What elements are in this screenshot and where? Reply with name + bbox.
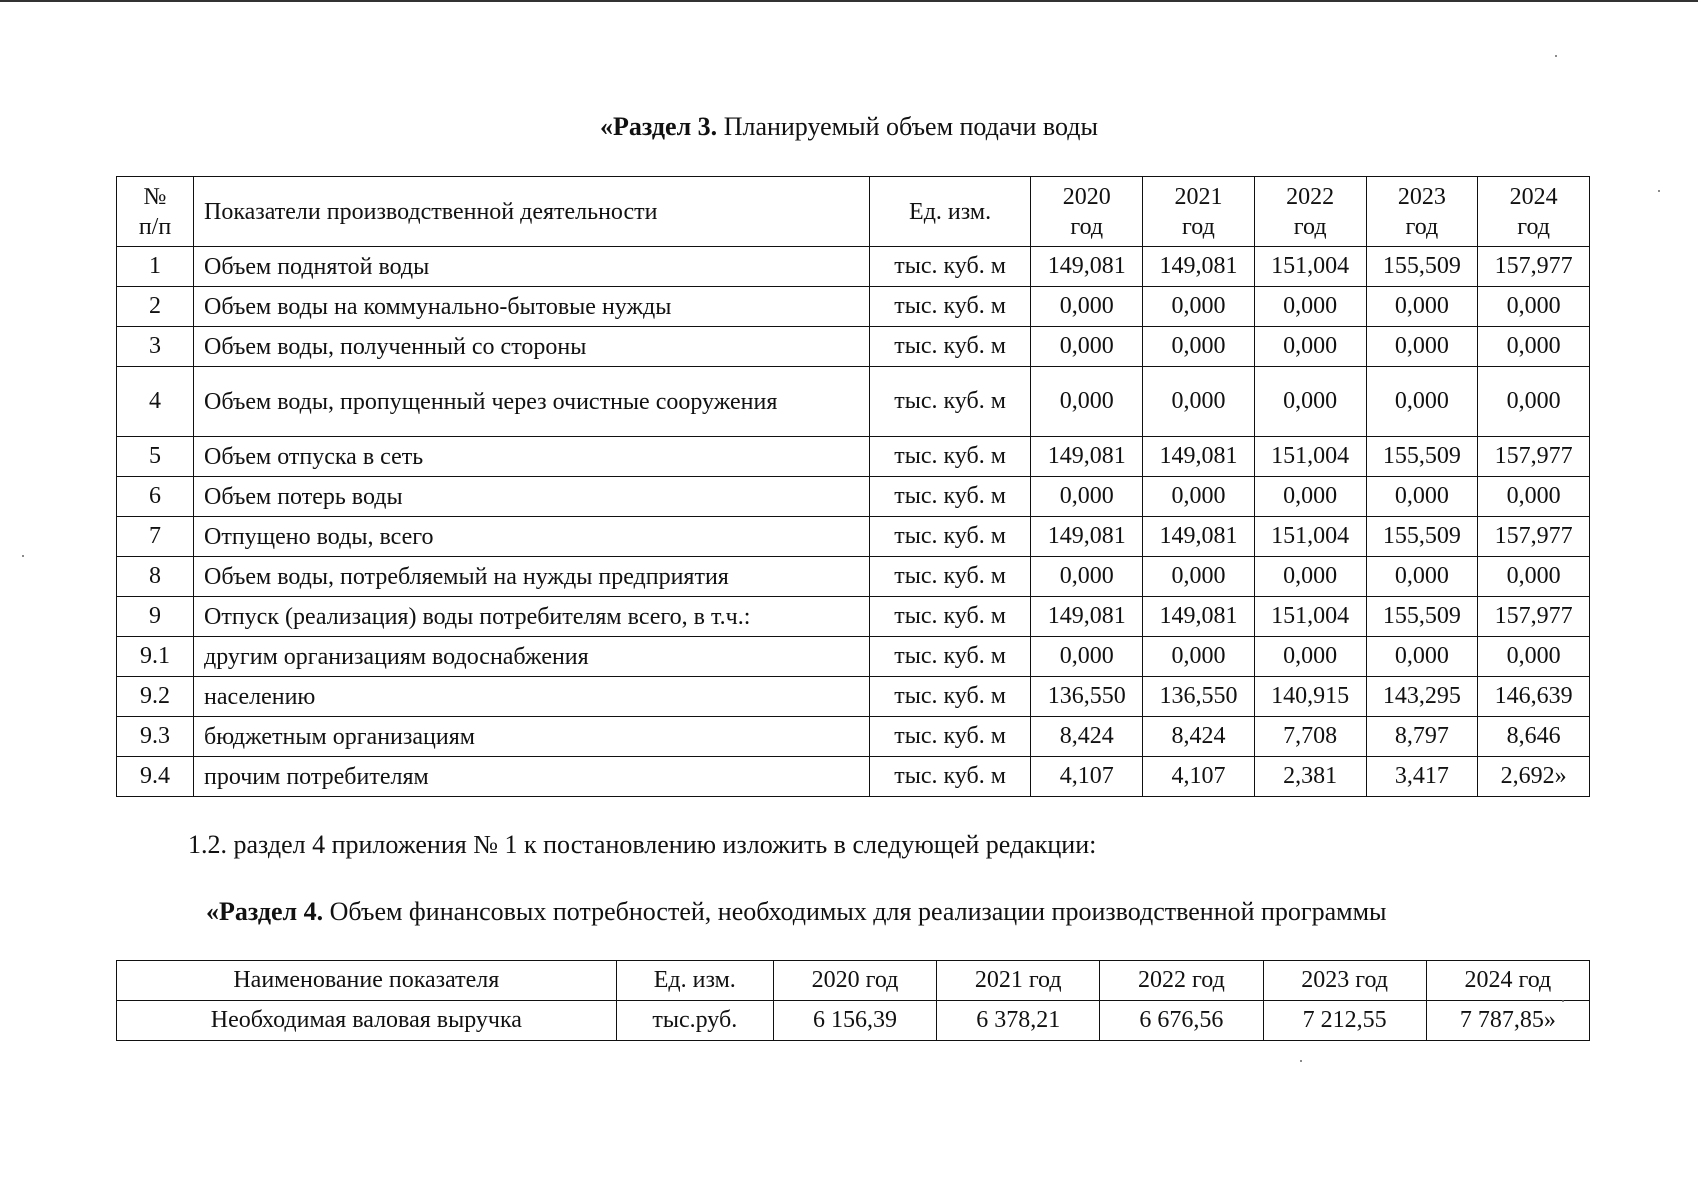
cell-value: 0,000 bbox=[1031, 287, 1143, 327]
header-year-2022 bbox=[1254, 177, 1366, 247]
cell-value: 146,639 bbox=[1478, 677, 1590, 717]
cell-name: Объем воды на коммунально-бытовые нужды bbox=[194, 287, 870, 327]
cell-value: 0,000 bbox=[1254, 367, 1366, 437]
cell-value: 4,107 bbox=[1143, 757, 1255, 797]
cell-num: 3 bbox=[117, 327, 194, 367]
cell-value: 0,000 bbox=[1031, 367, 1143, 437]
cell-value: 155,509 bbox=[1366, 597, 1478, 637]
table-body bbox=[117, 247, 1590, 797]
cell-name: Отпущено воды, всего bbox=[194, 517, 870, 557]
cell-value: 157,977 bbox=[1478, 247, 1590, 287]
cell-name: прочим потребителям bbox=[194, 757, 870, 797]
table-row bbox=[117, 717, 1590, 757]
table-row bbox=[117, 637, 1590, 677]
cell-value: 155,509 bbox=[1366, 247, 1478, 287]
header-unit: Ед. изм. bbox=[616, 961, 773, 1001]
cell-value: 151,004 bbox=[1254, 247, 1366, 287]
cell-value: 6 156,39 bbox=[773, 1001, 936, 1041]
cell-value: 143,295 bbox=[1366, 677, 1478, 717]
cell-value: 0,000 bbox=[1366, 287, 1478, 327]
header-year-2024 bbox=[1478, 177, 1590, 247]
cell-value: 149,081 bbox=[1031, 437, 1143, 477]
cell-name: другим организациям водоснабжения bbox=[194, 637, 870, 677]
section-3-title-text: Планируемый объем подачи воды bbox=[717, 112, 1098, 141]
cell-value: 157,977 bbox=[1478, 517, 1590, 557]
table-row bbox=[117, 247, 1590, 287]
cell-value: 4,107 bbox=[1031, 757, 1143, 797]
cell-name: Объем отпуска в сеть bbox=[194, 437, 870, 477]
cell-unit: тыс. куб. м bbox=[869, 437, 1031, 477]
cell-name: Отпуск (реализация) воды потребителям всего, в т.ч.: bbox=[194, 597, 870, 637]
cell-value: 157,977 bbox=[1478, 437, 1590, 477]
cell-unit: тыс. куб. м bbox=[869, 287, 1031, 327]
cell-value: 0,000 bbox=[1143, 367, 1255, 437]
cell-value: 149,081 bbox=[1143, 517, 1255, 557]
cell-value: 155,509 bbox=[1366, 437, 1478, 477]
scan-speck bbox=[1300, 1060, 1302, 1062]
table-row bbox=[117, 367, 1590, 437]
cell-value: 8,424 bbox=[1143, 717, 1255, 757]
top-border-line bbox=[0, 0, 1698, 4]
cell-value: 151,004 bbox=[1254, 517, 1366, 557]
cell-value: 0,000 bbox=[1254, 637, 1366, 677]
table-row bbox=[117, 517, 1590, 557]
cell-num: 8 bbox=[117, 557, 194, 597]
section-3-title-bold: «Раздел 3. bbox=[600, 112, 718, 141]
cell-value: 149,081 bbox=[1031, 597, 1143, 637]
cell-num: 2 bbox=[117, 287, 194, 327]
cell-value: 3,417 bbox=[1366, 757, 1478, 797]
cell-value: 0,000 bbox=[1478, 557, 1590, 597]
cell-value: 8,424 bbox=[1031, 717, 1143, 757]
cell-value: 0,000 bbox=[1478, 637, 1590, 677]
cell-value: 6 676,56 bbox=[1100, 1001, 1263, 1041]
table-header-row bbox=[117, 961, 1590, 1001]
header-num-label: № п/п bbox=[138, 183, 172, 240]
cell-unit: тыс.руб. bbox=[616, 1001, 773, 1041]
section-3-title bbox=[0, 112, 1698, 142]
header-year-2021 bbox=[1143, 177, 1255, 247]
header-year-label: 2022 год bbox=[1286, 183, 1335, 240]
cell-num: 9.3 bbox=[117, 717, 194, 757]
cell-unit: тыс. куб. м bbox=[869, 247, 1031, 287]
cell-value: 0,000 bbox=[1366, 477, 1478, 517]
table-row bbox=[117, 757, 1590, 797]
cell-num: 9.4 bbox=[117, 757, 194, 797]
cell-value: 0,000 bbox=[1478, 327, 1590, 367]
cell-value: 0,000 bbox=[1254, 557, 1366, 597]
table-header-row bbox=[117, 177, 1590, 247]
cell-value: 149,081 bbox=[1031, 247, 1143, 287]
cell-unit: тыс. куб. м bbox=[869, 677, 1031, 717]
cell-num: 1 bbox=[117, 247, 194, 287]
cell-value: 8,797 bbox=[1366, 717, 1478, 757]
cell-value: 0,000 bbox=[1031, 477, 1143, 517]
cell-name: бюджетным организациям bbox=[194, 717, 870, 757]
cell-unit: тыс. куб. м bbox=[869, 367, 1031, 437]
cell-unit: тыс. куб. м bbox=[869, 717, 1031, 757]
cell-value: 0,000 bbox=[1031, 637, 1143, 677]
scan-speck bbox=[1658, 190, 1660, 192]
cell-value: 2,692» bbox=[1478, 757, 1590, 797]
header-year-2024: 2024 год bbox=[1426, 961, 1589, 1001]
cell-name: Объем воды, пропущенный через очистные сооружения bbox=[194, 367, 870, 437]
header-year-2021: 2021 год bbox=[937, 961, 1100, 1001]
section-4-title-bold: «Раздел 4. bbox=[206, 897, 324, 926]
amendment-paragraph: 1.2. раздел 4 приложения № 1 к постановлению изложить в следующей редакции: bbox=[188, 830, 1097, 859]
header-name: Показатели производственной деятельности bbox=[194, 177, 870, 247]
cell-value: 0,000 bbox=[1031, 327, 1143, 367]
cell-value: 0,000 bbox=[1254, 477, 1366, 517]
cell-name: населению bbox=[194, 677, 870, 717]
cell-value: 0,000 bbox=[1143, 557, 1255, 597]
header-year-2023: 2023 год bbox=[1263, 961, 1426, 1001]
header-year-2023 bbox=[1366, 177, 1478, 247]
table-row bbox=[117, 677, 1590, 717]
financial-needs-table bbox=[116, 960, 1590, 1041]
cell-value: 157,977 bbox=[1478, 597, 1590, 637]
table-row bbox=[117, 477, 1590, 517]
table-row bbox=[117, 437, 1590, 477]
header-year-label: 2021 год bbox=[1174, 183, 1223, 240]
cell-name: Объем воды, потребляемый на нужды предприятия bbox=[194, 557, 870, 597]
cell-value: 155,509 bbox=[1366, 517, 1478, 557]
cell-value: 0,000 bbox=[1254, 327, 1366, 367]
cell-value: 6 378,21 bbox=[937, 1001, 1100, 1041]
water-supply-table bbox=[116, 176, 1590, 797]
section-4-title-text: Объем финансовых потребностей, необходимых для реализации производственной программы bbox=[323, 897, 1387, 926]
cell-name: Объем воды, полученный со стороны bbox=[194, 327, 870, 367]
cell-value: 0,000 bbox=[1366, 367, 1478, 437]
cell-num: 6 bbox=[117, 477, 194, 517]
cell-num: 4 bbox=[117, 367, 194, 437]
cell-value: 0,000 bbox=[1143, 327, 1255, 367]
cell-unit: тыс. куб. м bbox=[869, 637, 1031, 677]
cell-value: 0,000 bbox=[1143, 477, 1255, 517]
header-year-label: 2024 год bbox=[1509, 183, 1558, 240]
cell-value: 0,000 bbox=[1366, 557, 1478, 597]
cell-value: 2,381 bbox=[1254, 757, 1366, 797]
cell-value: 0,000 bbox=[1478, 477, 1590, 517]
cell-value: 136,550 bbox=[1031, 677, 1143, 717]
cell-value: 0,000 bbox=[1366, 327, 1478, 367]
cell-value: 0,000 bbox=[1254, 287, 1366, 327]
cell-name: Необходимая валовая выручка bbox=[117, 1001, 617, 1041]
scan-speck bbox=[1562, 1000, 1564, 1002]
table-row bbox=[117, 327, 1590, 367]
cell-value: 149,081 bbox=[1143, 597, 1255, 637]
cell-unit: тыс. куб. м bbox=[869, 517, 1031, 557]
cell-unit: тыс. куб. м bbox=[869, 757, 1031, 797]
cell-value: 151,004 bbox=[1254, 437, 1366, 477]
table-row bbox=[117, 287, 1590, 327]
cell-num: 9.2 bbox=[117, 677, 194, 717]
cell-value: 7 212,55 bbox=[1263, 1001, 1426, 1041]
table-row bbox=[117, 1001, 1590, 1041]
header-year-label: 2023 год bbox=[1397, 183, 1446, 240]
header-name: Наименование показателя bbox=[117, 961, 617, 1001]
cell-unit: тыс. куб. м bbox=[869, 557, 1031, 597]
cell-value: 151,004 bbox=[1254, 597, 1366, 637]
scan-speck bbox=[1555, 55, 1557, 57]
cell-value: 0,000 bbox=[1478, 367, 1590, 437]
cell-unit: тыс. куб. м bbox=[869, 597, 1031, 637]
cell-value: 140,915 bbox=[1254, 677, 1366, 717]
header-year-2020 bbox=[1031, 177, 1143, 247]
cell-unit: тыс. куб. м bbox=[869, 477, 1031, 517]
cell-value: 7 787,85» bbox=[1426, 1001, 1589, 1041]
cell-value: 0,000 bbox=[1366, 637, 1478, 677]
header-num bbox=[117, 177, 194, 247]
table-row bbox=[117, 557, 1590, 597]
cell-num: 9.1 bbox=[117, 637, 194, 677]
section-4-title bbox=[206, 897, 1387, 927]
cell-num: 7 bbox=[117, 517, 194, 557]
header-year-label: 2020 год bbox=[1062, 183, 1111, 240]
header-unit: Ед. изм. bbox=[869, 177, 1031, 247]
cell-value: 0,000 bbox=[1143, 637, 1255, 677]
cell-name: Объем потерь воды bbox=[194, 477, 870, 517]
cell-unit: тыс. куб. м bbox=[869, 327, 1031, 367]
cell-num: 9 bbox=[117, 597, 194, 637]
cell-value: 136,550 bbox=[1143, 677, 1255, 717]
cell-value: 149,081 bbox=[1143, 247, 1255, 287]
cell-value: 149,081 bbox=[1031, 517, 1143, 557]
cell-value: 8,646 bbox=[1478, 717, 1590, 757]
cell-name: Объем поднятой воды bbox=[194, 247, 870, 287]
scan-speck bbox=[22, 555, 24, 557]
cell-value: 0,000 bbox=[1143, 287, 1255, 327]
table-row bbox=[117, 597, 1590, 637]
cell-value: 0,000 bbox=[1478, 287, 1590, 327]
header-year-2020: 2020 год bbox=[773, 961, 936, 1001]
cell-num: 5 bbox=[117, 437, 194, 477]
cell-value: 149,081 bbox=[1143, 437, 1255, 477]
cell-value: 7,708 bbox=[1254, 717, 1366, 757]
cell-value: 0,000 bbox=[1031, 557, 1143, 597]
header-year-2022: 2022 год bbox=[1100, 961, 1263, 1001]
